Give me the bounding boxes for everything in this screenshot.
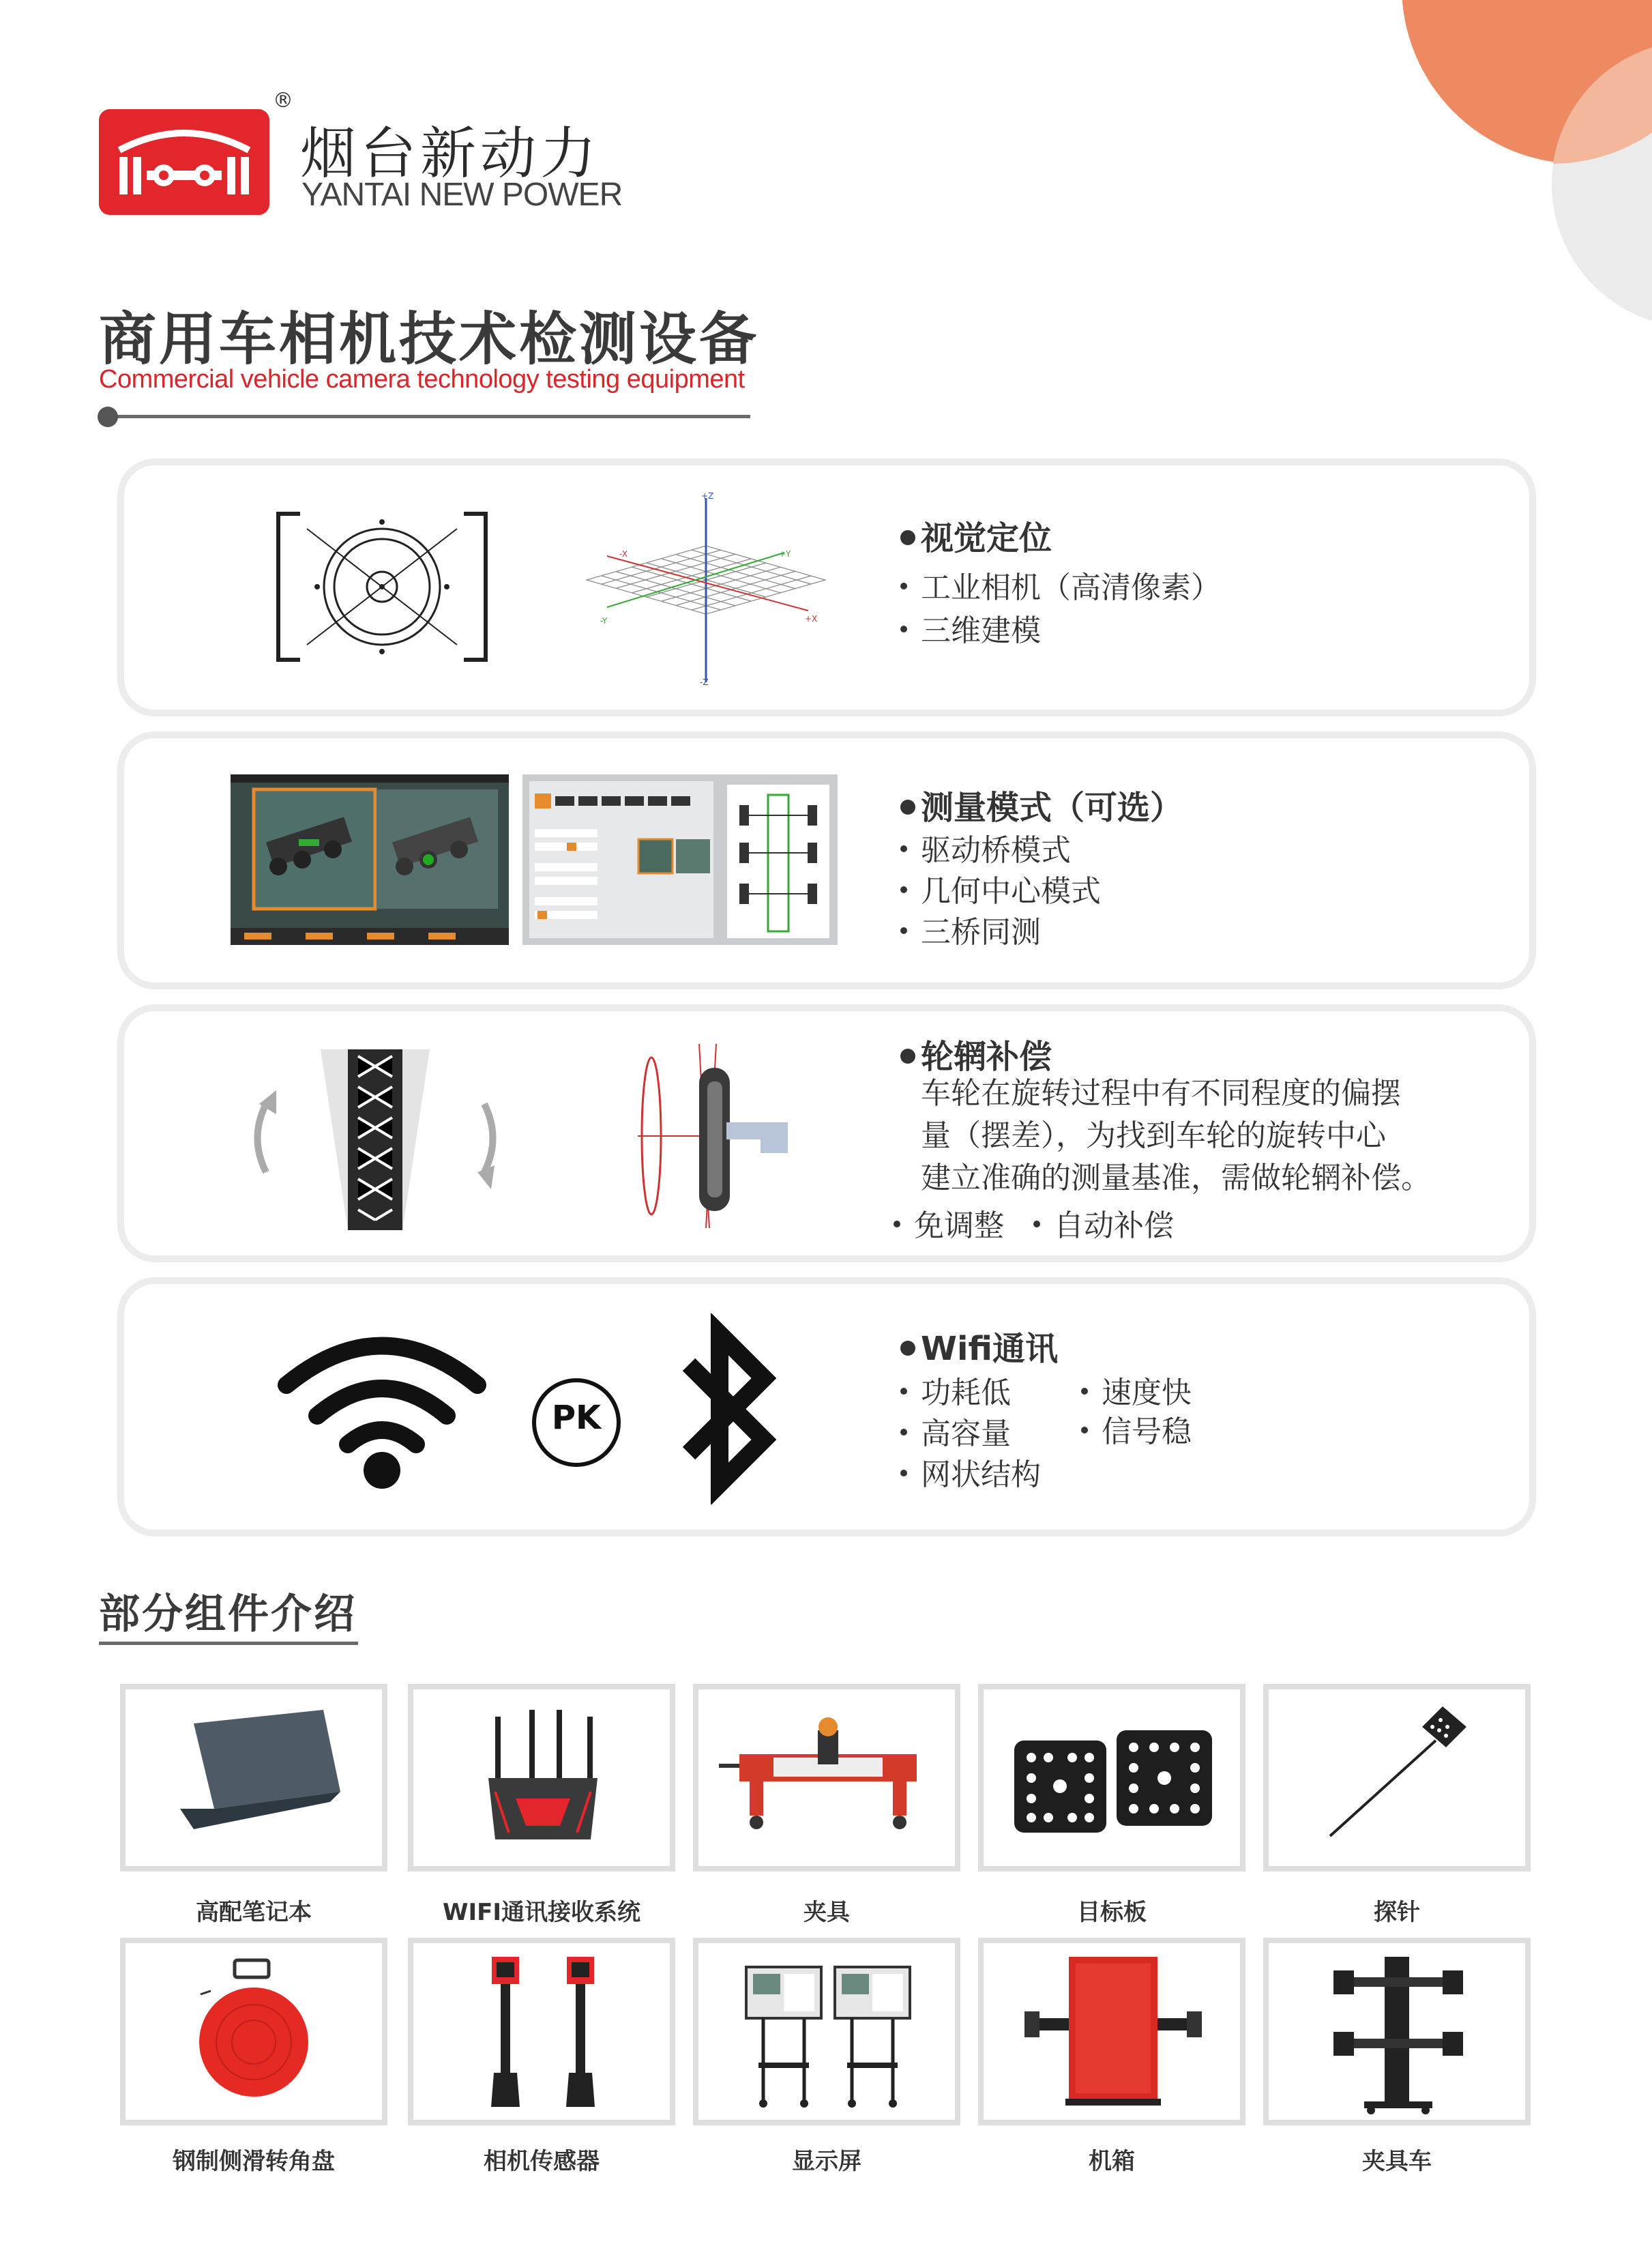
software-screenshot-modes <box>522 774 838 945</box>
components-section-title: 部分组件介绍 <box>99 1590 357 1638</box>
brand-logo <box>99 109 269 215</box>
feature-item: 高容量 <box>900 1409 1011 1453</box>
component-card-clamp <box>693 1684 960 1872</box>
component-label: 高配笔记本 <box>196 1899 312 1926</box>
bluetooth-icon <box>675 1313 784 1504</box>
bullet-icon <box>900 1429 907 1436</box>
bullet-icon <box>1033 1221 1040 1227</box>
bullet-icon <box>1081 1427 1088 1433</box>
brand-logo-icon <box>99 109 269 215</box>
feature-title-measurement: 测量模式（可选） <box>900 781 1183 828</box>
component-label: 目标板 <box>1077 1899 1147 1926</box>
feature-item: 工业相机（高清像素） <box>900 563 1221 607</box>
component-card-router <box>408 1684 675 1872</box>
feature-item: 自动补偿 <box>1033 1201 1174 1244</box>
tire-wobble-icon <box>246 1049 505 1230</box>
feature-item: 速度快 <box>1081 1368 1192 1412</box>
bullet-icon <box>900 800 915 815</box>
probe-icon <box>1269 1689 1525 1866</box>
bullet-icon <box>900 583 907 589</box>
feature-item: 驱动桥模式 <box>900 826 1071 869</box>
wifi-icon <box>276 1327 488 1491</box>
bullet-icon <box>900 886 907 893</box>
brand-name-cn: 烟台新动力 <box>300 121 601 186</box>
feature-item: 三维建模 <box>900 606 1041 650</box>
bullet-icon <box>900 626 907 632</box>
axis-label-px: +X <box>805 614 818 624</box>
feature-item: 三桥同测 <box>900 907 1041 951</box>
bullet-icon <box>900 927 907 934</box>
bullet-icon <box>894 1221 900 1227</box>
feature-description-line: 车轮在旋转过程中有不同程度的偏摆 <box>921 1076 1401 1111</box>
bullet-icon <box>900 1470 907 1476</box>
bullet-icon <box>900 845 907 852</box>
bullet-icon <box>900 1049 915 1064</box>
pk-label: PK <box>551 1399 602 1437</box>
cabinet-icon <box>984 1943 1240 2120</box>
page-subtitle: Commercial vehicle camera technology testing equipment <box>99 365 745 394</box>
feature-description-line: 建立准确的测量基准，需做轮辋补偿。 <box>921 1161 1431 1195</box>
bullet-icon <box>900 1388 907 1395</box>
target-board-icon <box>984 1689 1240 1866</box>
component-card-cabinet <box>978 1938 1245 2125</box>
bullet-icon <box>900 530 915 545</box>
wheel-runout-icon <box>631 1040 801 1232</box>
page-title: 商用车相机技术检测设备 <box>99 306 760 373</box>
turntable-icon <box>126 1943 382 2120</box>
component-card-clamp-cart <box>1263 1938 1531 2125</box>
feature-item: 信号稳 <box>1081 1407 1192 1451</box>
component-label: 夹具车 <box>1362 2148 1432 2175</box>
brand-name-en: YANTAI NEW POWER <box>301 177 623 213</box>
laptop-icon <box>126 1689 382 1866</box>
component-label: 夹具 <box>803 1899 850 1926</box>
feature-item: 几何中心模式 <box>900 867 1101 910</box>
component-label: 显示屏 <box>792 2148 861 2175</box>
title-divider-dot <box>98 407 118 427</box>
component-card-display <box>693 1938 960 2125</box>
component-card-turntable <box>120 1938 387 2125</box>
component-label: 机箱 <box>1089 2148 1135 2175</box>
display-icon <box>698 1943 955 2120</box>
camera-sensor-icon <box>413 1943 670 2120</box>
component-label: 钢制侧滑转角盘 <box>173 2148 335 2175</box>
component-label: 相机传感器 <box>484 2148 600 2175</box>
camera-target-icon <box>273 508 491 665</box>
clamp-cart-icon <box>1269 1943 1525 2120</box>
component-label: 探针 <box>1374 1899 1420 1926</box>
component-label: WIFI通讯接收系统 <box>442 1899 641 1926</box>
router-icon <box>413 1689 670 1866</box>
section-divider <box>99 1642 358 1645</box>
axis-label-nz: -Z <box>700 678 709 687</box>
component-card-camera-sensor <box>408 1938 675 2125</box>
feature-description-line: 量（摆差），为找到车轮的旋转中心 <box>921 1118 1386 1153</box>
registered-mark: ® <box>273 89 293 113</box>
component-card-laptop <box>120 1684 387 1872</box>
bullet-icon <box>1081 1388 1088 1395</box>
component-card-target-board <box>978 1684 1245 1872</box>
feature-item: 功耗低 <box>900 1368 1011 1412</box>
feature-item: 网状结构 <box>900 1450 1041 1494</box>
software-screenshot-3d <box>231 774 509 945</box>
axis-label-ny: -Y <box>600 616 608 626</box>
bullet-icon <box>900 1341 915 1356</box>
axis-label-pz: +Z <box>701 491 714 501</box>
feature-title-wifi: Wifi通讯 <box>900 1322 1058 1369</box>
title-divider <box>109 415 750 418</box>
3d-grid-icon <box>580 491 832 689</box>
clamp-icon <box>698 1689 955 1866</box>
feature-title-visual: 视觉定位 <box>900 512 1052 559</box>
component-card-probe <box>1263 1684 1531 1872</box>
feature-item: 免调整 <box>894 1201 1004 1244</box>
axis-label-py: +Y <box>779 549 791 559</box>
feature-title-rim: 轮辋补偿 <box>900 1030 1052 1077</box>
axis-label-nx: -X <box>619 549 628 559</box>
